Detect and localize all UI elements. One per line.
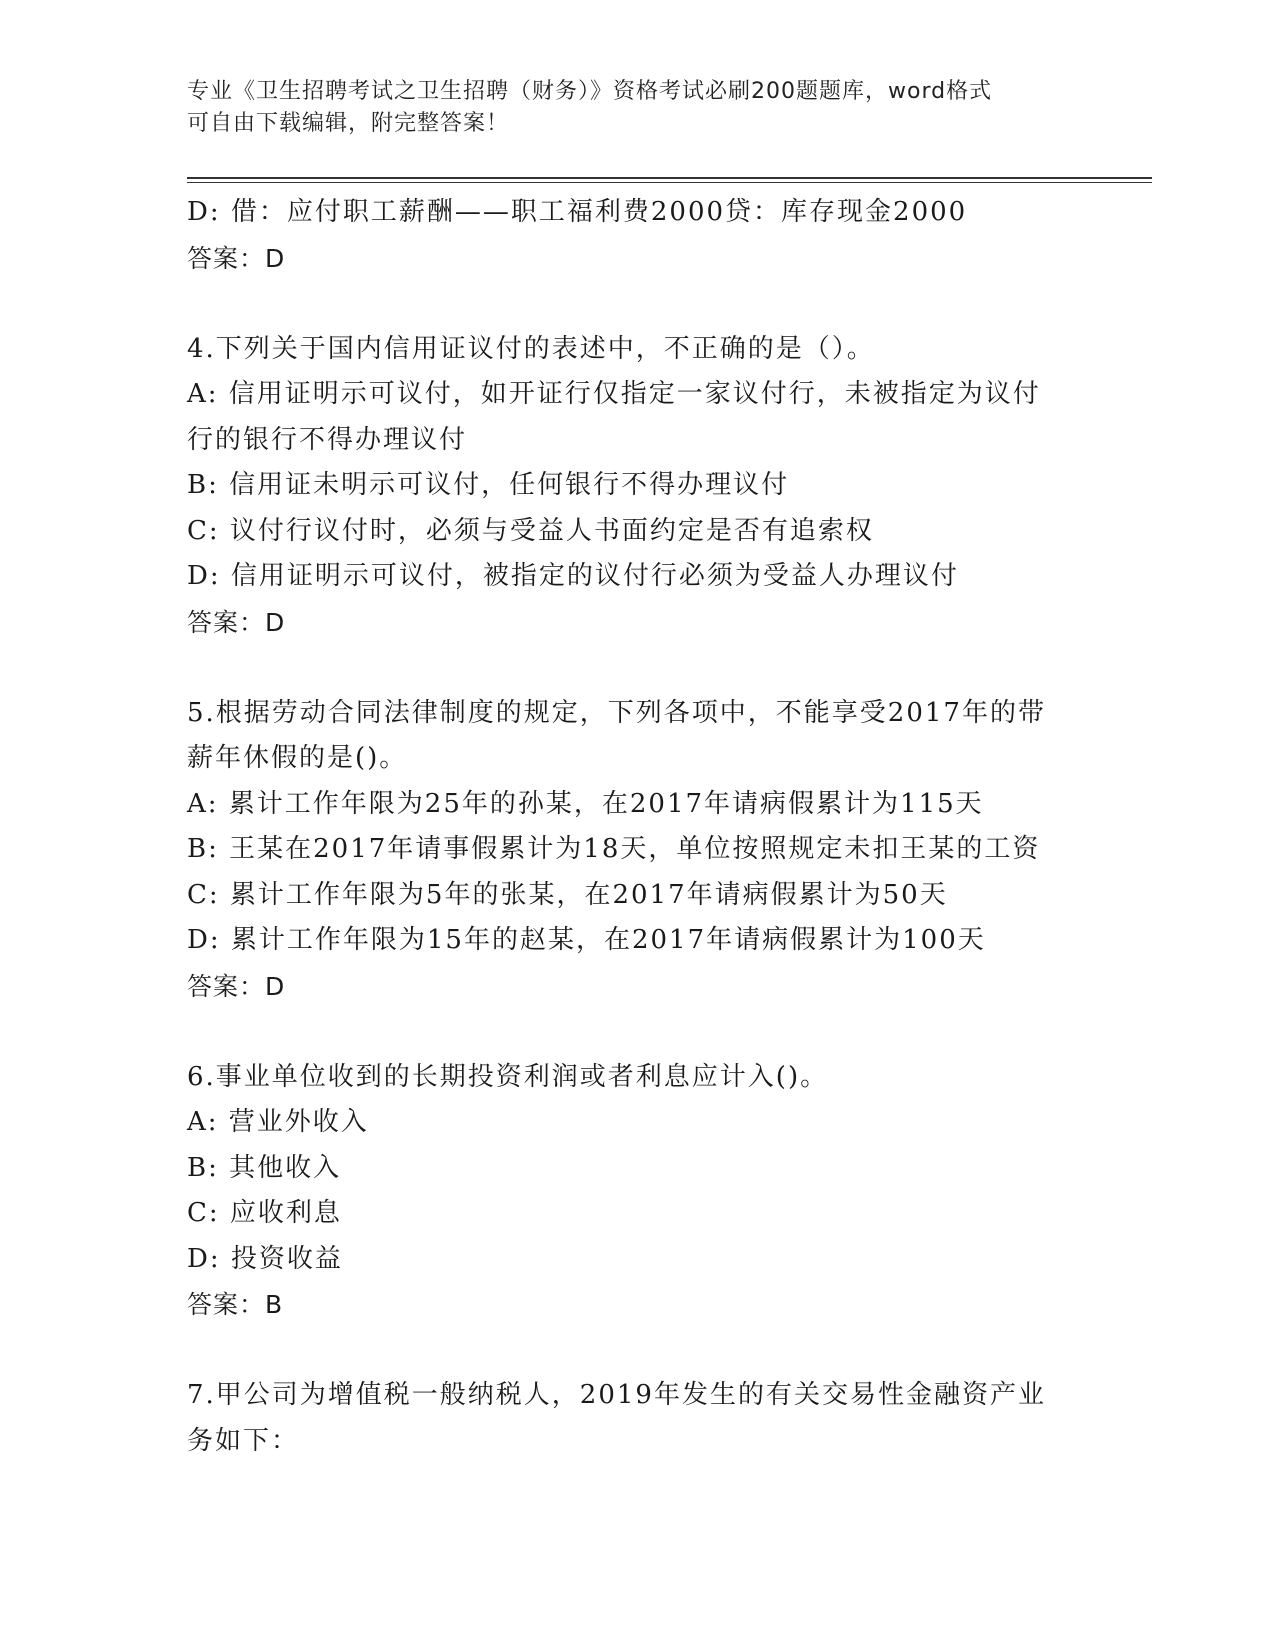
q4-option-a-continued: 行的银行不得办理议付 (187, 424, 468, 455)
document-body (187, 190, 1087, 1464)
q4-option-d: D: 信用证明示可议付，被指定的议付行必须为受益人办理议付 (187, 561, 959, 591)
q6-question: 6.事业单位收到的长期投资利润或者利息应计入()。 (187, 1061, 829, 1092)
q6-option-c: C: 应收利息 (187, 1198, 342, 1228)
q4-option-b: B: 信用证未明示可议付，任何银行不得办理议付 (187, 470, 790, 500)
q5-option-d: D: 累计工作年限为15年的赵某，在2017年请病假累计为100天 (187, 925, 986, 955)
q5-option-a: A: 累计工作年限为25年的孙某，在2017年请病假累计为115天 (187, 788, 984, 819)
q5-answer: 答案：D (187, 971, 286, 1001)
header-divider-thin (187, 182, 1152, 183)
q7-question: 7.甲公司为增值税一般纳税人，2019年发生的有关交易性金融资产业 (187, 1380, 1046, 1410)
q7-question-continued: 务如下： (187, 1425, 300, 1456)
page-header (187, 76, 1067, 140)
spacer (187, 1328, 1087, 1374)
q6-option-a: A: 营业外收入 (187, 1107, 369, 1137)
header-title-line-1: 专业《卫生招聘考试之卫生招聘（财务）》资格考试必刷200题题库，word格式 (187, 79, 993, 104)
q6-answer: 答案：B (187, 1290, 284, 1319)
q6-option-b: B: 其他收入 (187, 1152, 342, 1183)
q5-question: 5.根据劳动合同法律制度的规定，下列各项中，不能享受2017年的带 (187, 697, 1046, 728)
q5-option-b: B: 王某在2017年请事假累计为18天，单位按照规定未扣王某的工资 (187, 834, 1041, 864)
q4-option-c: C: 议付行议付时，必须与受益人书面约定是否有追索权 (187, 515, 874, 546)
q3-answer: 答案：D (187, 243, 286, 273)
spacer (187, 1009, 1087, 1055)
q6-option-d: D: 投资收益 (187, 1243, 343, 1274)
q4-question: 4.下列关于国内信用证议付的表述中，不正确的是（）。 (187, 333, 875, 364)
q5-option-c: C: 累计工作年限为5年的张某，在2017年请病假累计为50天 (187, 879, 948, 910)
spacer (187, 645, 1087, 691)
spacer (187, 281, 1087, 327)
header-title-line-2: 可自由下载编辑，附完整答案！ (187, 111, 510, 136)
q4-answer: 答案：D (187, 607, 286, 637)
q5-question-continued: 薪年休假的是()。 (187, 743, 408, 773)
q3-option-d: D: 借：应付职工薪酬——职工福利费2000贷：库存现金2000 (187, 197, 968, 227)
header-divider-thick (187, 177, 1152, 179)
q4-option-a: A: 信用证明示可议付，如开证行仅指定一家议付行，未被指定为议付 (187, 379, 1041, 409)
